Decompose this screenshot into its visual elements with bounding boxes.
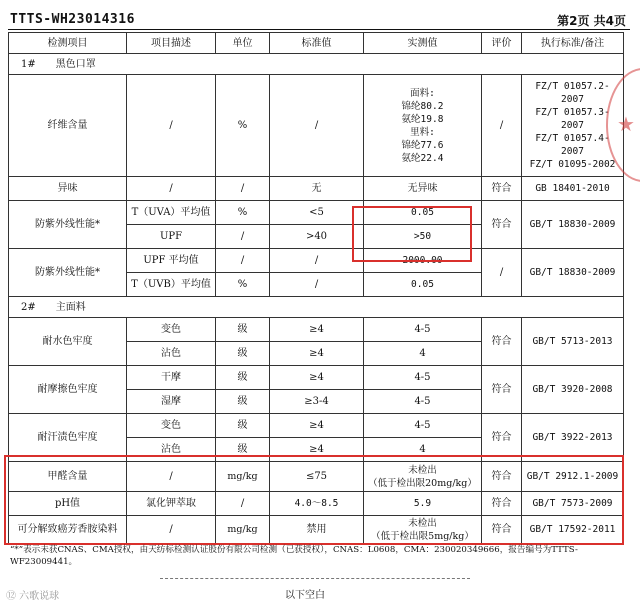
cell-result: 5.9 bbox=[364, 492, 482, 516]
table-row bbox=[9, 177, 624, 201]
cell-standard: GB/T 18830-2009 bbox=[522, 201, 624, 249]
cell-item: 异味 bbox=[9, 177, 127, 201]
cell-std: ≥3-4 bbox=[270, 390, 364, 414]
cell-desc: UPF 平均值 bbox=[127, 249, 216, 273]
cell-standard: GB/T 2912.1-2009 bbox=[522, 462, 624, 492]
cell-item: 纤维含量 bbox=[9, 75, 127, 177]
result-line: 氨纶22.4 bbox=[401, 152, 444, 164]
cell-result: 0.05 bbox=[364, 201, 482, 225]
cell-desc: / bbox=[127, 177, 216, 201]
cell-standard: GB/T 5713-2013 bbox=[522, 318, 624, 366]
cell-item: 耐汗渍色牢度 bbox=[9, 414, 127, 462]
cell-desc: 湿摩 bbox=[127, 390, 216, 414]
cell-result: 0.05 bbox=[364, 273, 482, 297]
cell-item: 可分解致癌芳香胺染料 bbox=[9, 516, 127, 544]
cell-std: ≥4 bbox=[270, 438, 364, 462]
cell-item: 耐摩擦色牢度 bbox=[9, 366, 127, 414]
standard-line: FZ/T 01057.4-2007 bbox=[535, 133, 610, 157]
cell-std: ≥4 bbox=[270, 342, 364, 366]
cell-item: 耐水色牢度 bbox=[9, 318, 127, 366]
cell-std: ≥4 bbox=[270, 414, 364, 438]
cell-unit: % bbox=[216, 273, 270, 297]
cell-std: / bbox=[270, 75, 364, 177]
cell-eval: 符合 bbox=[482, 414, 522, 462]
cell-unit: / bbox=[216, 225, 270, 249]
cell-std: ≤75 bbox=[270, 462, 364, 492]
cell-result: 2000.00 bbox=[364, 249, 482, 273]
standard-line: FZ/T 01057.2-2007 bbox=[535, 81, 610, 105]
cell-std: >40 bbox=[270, 225, 364, 249]
cell-unit: mg/kg bbox=[216, 462, 270, 492]
cell-std: 禁用 bbox=[270, 516, 364, 544]
cell-eval: 符合 bbox=[482, 201, 522, 249]
result-line: 锦纶77.6 bbox=[401, 139, 444, 151]
cell-unit: % bbox=[216, 201, 270, 225]
cell-eval: 符合 bbox=[482, 318, 522, 366]
cell-result: 无异味 bbox=[364, 177, 482, 201]
col-header-item: 检测项目 bbox=[9, 33, 127, 54]
cell-unit: / bbox=[216, 177, 270, 201]
cell-desc: T（UVB）平均值 bbox=[127, 273, 216, 297]
cell-item: pH值 bbox=[9, 492, 127, 516]
cell-result bbox=[364, 75, 482, 177]
cell-desc: UPF bbox=[127, 225, 216, 249]
cell-std: ≥4 bbox=[270, 366, 364, 390]
cell-unit: 级 bbox=[216, 318, 270, 342]
cell-standard: GB/T 3920-2008 bbox=[522, 366, 624, 414]
cell-eval: / bbox=[482, 75, 522, 177]
watermark: ⑫ 六歌说球 bbox=[6, 591, 60, 602]
result-line: 里料: bbox=[410, 126, 435, 138]
cell-eval: 符合 bbox=[482, 492, 522, 516]
table-row bbox=[9, 75, 624, 177]
cell-desc: T（UVA）平均值 bbox=[127, 201, 216, 225]
result-line: 面料: bbox=[410, 87, 435, 99]
cell-desc: 干摩 bbox=[127, 366, 216, 390]
seal-star-icon: ★ bbox=[617, 112, 635, 136]
cell-result: 4-5 bbox=[364, 318, 482, 342]
cell-eval: / bbox=[482, 249, 522, 297]
report-number: TTTS-WH23014316 bbox=[10, 12, 135, 27]
result-line: 锦纶80.2 bbox=[401, 100, 444, 112]
result-line: 氨纶19.8 bbox=[401, 113, 444, 125]
cell-standard: GB/T 18830-2009 bbox=[522, 249, 624, 297]
highlight-box-upf bbox=[352, 206, 472, 262]
cell-result: 4 bbox=[364, 438, 482, 462]
standard-line: FZ/T 01095-2002 bbox=[529, 159, 616, 170]
table-header-row bbox=[9, 33, 624, 54]
cell-unit: 级 bbox=[216, 414, 270, 438]
highlight-box-chemicals bbox=[4, 455, 624, 545]
cell-unit: % bbox=[216, 75, 270, 177]
cell-eval: 符合 bbox=[482, 366, 522, 414]
header-rule bbox=[8, 29, 630, 30]
cell-eval: 符合 bbox=[482, 462, 522, 492]
cell-desc: 沾色 bbox=[127, 438, 216, 462]
cell-item: 甲醛含量 bbox=[9, 462, 127, 492]
col-header-unit: 单位 bbox=[216, 33, 270, 54]
cell-result: 4 bbox=[364, 342, 482, 366]
cell-desc: 变色 bbox=[127, 414, 216, 438]
section-row-2 bbox=[9, 297, 624, 318]
cell-standard: GB/T 3922-2013 bbox=[522, 414, 624, 462]
cell-result: 4-5 bbox=[364, 366, 482, 390]
cell-unit: 级 bbox=[216, 390, 270, 414]
blank-below-label: 以下空白 bbox=[285, 590, 325, 601]
col-header-std: 标准值 bbox=[270, 33, 364, 54]
table-row bbox=[9, 318, 624, 342]
result-line: 未检出 bbox=[408, 464, 437, 476]
cell-item: 防紫外线性能* bbox=[9, 249, 127, 297]
footnote: “*”表示未获CNAS、CMA授权，由天纺标检测认证股份有限公司检测（已获授权），CNAS：L0608，CMA：230020349666，报告编号为TTTS-WF23009441。 bbox=[10, 545, 578, 567]
cell-unit: mg/kg bbox=[216, 516, 270, 544]
cell-standard: GB/T 17592-2011 bbox=[522, 516, 624, 544]
result-line: （低于检出限20mg/kg） bbox=[368, 477, 477, 489]
cell-std: 无 bbox=[270, 177, 364, 201]
cell-std: 4.0～8.5 bbox=[270, 492, 364, 516]
standard-line: FZ/T 01057.3-2007 bbox=[535, 107, 610, 131]
cell-std: / bbox=[270, 273, 364, 297]
cell-eval: 符合 bbox=[482, 516, 522, 544]
cell-desc: 沾色 bbox=[127, 342, 216, 366]
cell-item: 防紫外线性能* bbox=[9, 201, 127, 249]
cell-eval: 符合 bbox=[482, 177, 522, 201]
section-title-mask: 1# 黑色口罩 bbox=[9, 54, 624, 75]
cell-unit: / bbox=[216, 249, 270, 273]
result-line: 未检出 bbox=[408, 517, 437, 529]
result-line: （低于检出限5mg/kg） bbox=[371, 530, 474, 542]
cell-unit: 级 bbox=[216, 342, 270, 366]
cell-desc: 氯化钾萃取 bbox=[127, 492, 216, 516]
table-row bbox=[9, 249, 624, 273]
cell-result: 4-5 bbox=[364, 414, 482, 438]
cell-unit: 级 bbox=[216, 366, 270, 390]
table-row bbox=[9, 414, 624, 438]
cell-unit: / bbox=[216, 492, 270, 516]
cell-desc: 变色 bbox=[127, 318, 216, 342]
cell-unit: 级 bbox=[216, 438, 270, 462]
cell-desc: / bbox=[127, 462, 216, 492]
section-row-1 bbox=[9, 54, 624, 75]
cell-std: / bbox=[270, 249, 364, 273]
cell-desc: / bbox=[127, 516, 216, 544]
cell-standard: GB 18401-2010 bbox=[522, 177, 624, 201]
cell-desc: / bbox=[127, 75, 216, 177]
page-info: 第2页 共4页 bbox=[557, 14, 626, 28]
end-divider bbox=[160, 578, 470, 579]
table-row bbox=[9, 366, 624, 390]
col-header-standard: 执行标准/备注 bbox=[522, 33, 624, 54]
cell-result: >50 bbox=[364, 225, 482, 249]
cell-standard: GB/T 7573-2009 bbox=[522, 492, 624, 516]
col-header-result: 实测值 bbox=[364, 33, 482, 54]
table-row bbox=[9, 201, 624, 225]
col-header-desc: 项目描述 bbox=[127, 33, 216, 54]
section-title-fabric: 2# 主面料 bbox=[9, 297, 624, 318]
cell-std: <5 bbox=[270, 201, 364, 225]
cell-result: 4-5 bbox=[364, 390, 482, 414]
col-header-eval: 评价 bbox=[482, 33, 522, 54]
cell-std: ≥4 bbox=[270, 318, 364, 342]
